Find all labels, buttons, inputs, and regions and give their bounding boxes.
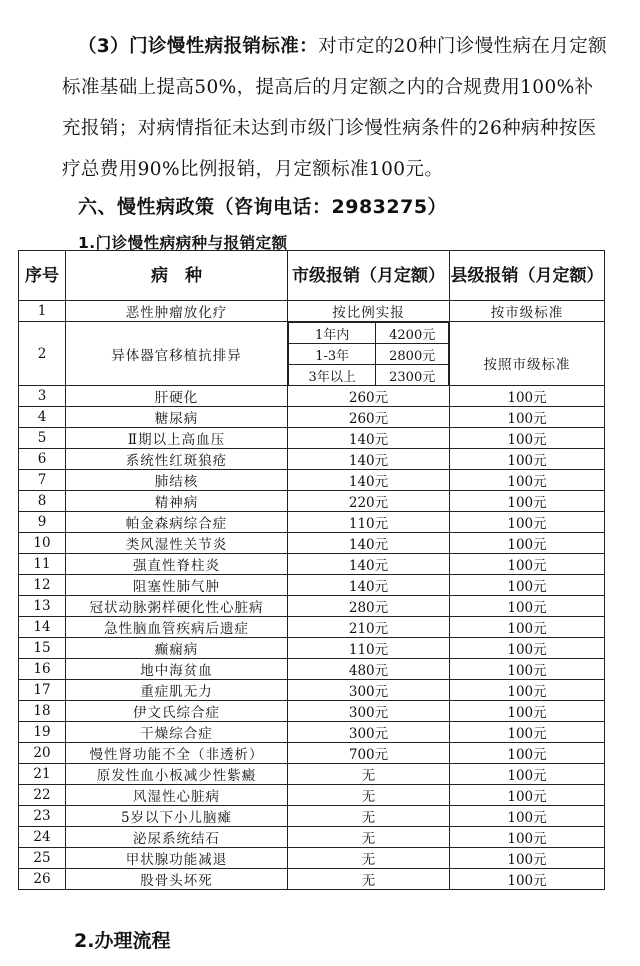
- cell-seq: 17: [19, 680, 66, 701]
- cell-disease: 5岁以下小儿脑瘫: [66, 806, 288, 827]
- cell-seq: 2: [19, 322, 66, 386]
- cell-seq: 4: [19, 407, 66, 428]
- cell-disease: 冠状动脉粥样硬化性心脏病: [66, 596, 288, 617]
- cell-county: 100元: [450, 596, 605, 617]
- cell-county: 100元: [450, 680, 605, 701]
- table-row: [19, 386, 605, 407]
- header-disease: 病 种: [66, 251, 288, 301]
- cell-city: 按比例实报: [288, 301, 450, 322]
- cell-city: 140元: [288, 449, 450, 470]
- sub-period: 1-3年: [289, 344, 376, 365]
- cell-seq: 7: [19, 470, 66, 491]
- cell-city: 300元: [288, 722, 450, 743]
- cell-seq: 26: [19, 869, 66, 890]
- table-row: [19, 470, 605, 491]
- chronic-disease-table: [18, 250, 605, 890]
- cell-county: 100元: [450, 722, 605, 743]
- header-seq: 序号: [19, 251, 66, 301]
- table-row: [19, 322, 605, 386]
- cell-city: 无: [288, 785, 450, 806]
- cell-seq: 25: [19, 848, 66, 869]
- cell-city: 无: [288, 827, 450, 848]
- cell-county: 按照市级标准: [450, 322, 605, 386]
- sub-amount: 2300元: [376, 365, 449, 386]
- sub-period: 3年以上: [289, 365, 376, 386]
- cell-county: 100元: [450, 848, 605, 869]
- table-row: [19, 869, 605, 890]
- header-city: 市级报销（月定额）: [288, 251, 450, 301]
- table-title: 1.门诊慢性病病种与报销定额: [78, 234, 288, 252]
- cell-county: 100元: [450, 659, 605, 680]
- table-row: [19, 512, 605, 533]
- cell-city: 140元: [288, 533, 450, 554]
- cell-city: 无: [288, 806, 450, 827]
- table-row: [19, 827, 605, 848]
- table-row: [19, 428, 605, 449]
- section-heading: 六、慢性病政策（咨询电话：2983275）: [78, 196, 448, 218]
- table-row: [19, 848, 605, 869]
- cell-disease: Ⅱ期以上高血压: [66, 428, 288, 449]
- cell-city: 700元: [288, 743, 450, 764]
- transplant-sub-table: [288, 322, 449, 385]
- cell-city: 300元: [288, 701, 450, 722]
- cell-disease: 股骨头坏死: [66, 869, 288, 890]
- cell-disease: 恶性肿瘤放化疗: [66, 301, 288, 322]
- cell-county: 100元: [450, 449, 605, 470]
- cell-county: 100元: [450, 470, 605, 491]
- cell-disease: 风湿性心脏病: [66, 785, 288, 806]
- cell-seq: 3: [19, 386, 66, 407]
- cell-seq: 12: [19, 575, 66, 596]
- table-row: [19, 554, 605, 575]
- sub-amount: 2800元: [376, 344, 449, 365]
- cell-county: 100元: [450, 575, 605, 596]
- cell-disease: 癫痫病: [66, 638, 288, 659]
- cell-city: 220元: [288, 491, 450, 512]
- cell-seq: 16: [19, 659, 66, 680]
- cell-seq: 5: [19, 428, 66, 449]
- cell-disease: 急性脑血管疾病后遗症: [66, 617, 288, 638]
- cell-disease: 强直性脊柱炎: [66, 554, 288, 575]
- cell-city: 210元: [288, 617, 450, 638]
- cell-seq: 23: [19, 806, 66, 827]
- table-row: [19, 764, 605, 785]
- cell-county: 100元: [450, 428, 605, 449]
- cell-county: 100元: [450, 491, 605, 512]
- cell-county: 100元: [450, 554, 605, 575]
- cell-seq: 1: [19, 301, 66, 322]
- cell-disease: 肺结核: [66, 470, 288, 491]
- cell-seq: 10: [19, 533, 66, 554]
- cell-county: 100元: [450, 386, 605, 407]
- cell-county: 100元: [450, 407, 605, 428]
- cell-county: 100元: [450, 617, 605, 638]
- cell-disease: 帕金森病综合症: [66, 512, 288, 533]
- cell-seq: 24: [19, 827, 66, 848]
- cell-county: 100元: [450, 533, 605, 554]
- cell-seq: 20: [19, 743, 66, 764]
- cell-city: 140元: [288, 428, 450, 449]
- cell-county: 100元: [450, 764, 605, 785]
- cell-city: 300元: [288, 680, 450, 701]
- cell-seq: 15: [19, 638, 66, 659]
- table-row: [19, 617, 605, 638]
- sub-period: 1年内: [289, 323, 376, 344]
- cell-city: 260元: [288, 407, 450, 428]
- table-row: [19, 491, 605, 512]
- table-row: [19, 722, 605, 743]
- reimbursement-standard-paragraph: [62, 26, 610, 190]
- cell-seq: 11: [19, 554, 66, 575]
- cell-seq: 13: [19, 596, 66, 617]
- cell-city: 无: [288, 869, 450, 890]
- cell-city: 140元: [288, 575, 450, 596]
- table-row: [19, 449, 605, 470]
- cell-seq: 21: [19, 764, 66, 785]
- cell-seq: 18: [19, 701, 66, 722]
- cell-disease: 类风湿性关节炎: [66, 533, 288, 554]
- cell-disease: 阻塞性肺气肿: [66, 575, 288, 596]
- table-row: [19, 638, 605, 659]
- table-header-row: [19, 251, 605, 301]
- cell-disease: 精神病: [66, 491, 288, 512]
- cell-county: 100元: [450, 869, 605, 890]
- cell-disease: 异体器官移植抗排异: [66, 322, 288, 386]
- cell-disease: 伊文氏综合症: [66, 701, 288, 722]
- cell-county: 100元: [450, 827, 605, 848]
- table-row: [19, 301, 605, 322]
- cell-city: 140元: [288, 554, 450, 575]
- cell-seq: 14: [19, 617, 66, 638]
- cell-city: 260元: [288, 386, 450, 407]
- cell-city: 110元: [288, 638, 450, 659]
- table-row: [19, 533, 605, 554]
- cell-city: 280元: [288, 596, 450, 617]
- cell-city: 无: [288, 848, 450, 869]
- cell-disease: 干燥综合症: [66, 722, 288, 743]
- table-row: [19, 575, 605, 596]
- paragraph-lead: （3）门诊慢性病报销标准：: [78, 36, 319, 57]
- cell-city: 无: [288, 764, 450, 785]
- cell-disease: 原发性血小板减少性紫癜: [66, 764, 288, 785]
- cell-county: 100元: [450, 701, 605, 722]
- paragraph-body: 对市定的20种门诊慢性病在月定额标准基础上提高50%，提高后的月定额之内的合规费用100%补充报销；对病情指征未达到市级门诊慢性病条件的26种病种按医疗总费用90%比例报销，月定额标准100元。: [62, 36, 608, 180]
- cell-city-split: [288, 322, 450, 386]
- cell-disease: 系统性红斑狼疮: [66, 449, 288, 470]
- cell-county: 100元: [450, 638, 605, 659]
- table-row: [19, 701, 605, 722]
- cell-county: 按市级标准: [450, 301, 605, 322]
- sub-amount: 4200元: [376, 323, 449, 344]
- cell-county: 100元: [450, 743, 605, 764]
- table-row: [19, 596, 605, 617]
- cell-disease: 泌尿系统结石: [66, 827, 288, 848]
- table-row: [19, 806, 605, 827]
- cell-seq: 19: [19, 722, 66, 743]
- cell-disease: 慢性肾功能不全（非透析）: [66, 743, 288, 764]
- cell-city: 110元: [288, 512, 450, 533]
- cell-disease: 肝硬化: [66, 386, 288, 407]
- table-row: [19, 785, 605, 806]
- cell-seq: 8: [19, 491, 66, 512]
- cell-county: 100元: [450, 785, 605, 806]
- header-county: 县级报销（月定额）: [450, 251, 605, 301]
- table-row: [19, 743, 605, 764]
- cell-disease: 重症肌无力: [66, 680, 288, 701]
- cell-county: 100元: [450, 806, 605, 827]
- cell-disease: 甲状腺功能减退: [66, 848, 288, 869]
- table-row: [19, 680, 605, 701]
- cell-disease: 糖尿病: [66, 407, 288, 428]
- cell-city: 480元: [288, 659, 450, 680]
- table-row: [19, 659, 605, 680]
- process-heading: 2.办理流程: [74, 930, 171, 952]
- cell-city: 140元: [288, 470, 450, 491]
- table-row: [19, 407, 605, 428]
- cell-seq: 6: [19, 449, 66, 470]
- cell-disease: 地中海贫血: [66, 659, 288, 680]
- cell-seq: 9: [19, 512, 66, 533]
- cell-seq: 22: [19, 785, 66, 806]
- cell-county: 100元: [450, 512, 605, 533]
